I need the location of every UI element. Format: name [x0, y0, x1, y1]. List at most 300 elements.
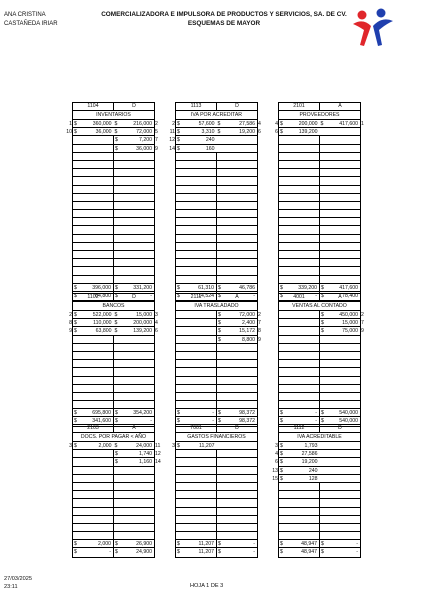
debit-cell [279, 259, 320, 266]
currency-sign: $ [177, 284, 180, 291]
currency-sign: $ [177, 121, 180, 127]
account-name: BANCOS [72, 301, 155, 311]
currency-sign: $ [115, 459, 118, 466]
debit-cell [279, 352, 320, 359]
entry-ref: 6 [155, 328, 158, 335]
credit-cell [114, 450, 154, 457]
currency-sign: $ [74, 443, 77, 449]
entry-row [279, 336, 360, 344]
account-name: IVA ACREDITABLE [278, 432, 361, 442]
credit-cell [114, 161, 154, 168]
credit-cell [217, 458, 257, 465]
currency-sign: $ [217, 121, 221, 127]
debit-cell [279, 311, 320, 318]
entry-row [279, 136, 360, 144]
debit-cell [176, 491, 217, 498]
debit-cell [279, 169, 320, 176]
credit-cell [320, 467, 361, 474]
entry-row [69, 327, 158, 335]
credit-cell [114, 548, 154, 556]
totals-row [73, 540, 154, 548]
credit-cell [217, 210, 257, 217]
credit-cell [114, 235, 154, 242]
entry-ref: 12 [155, 451, 161, 458]
credit-cell [114, 499, 154, 506]
currency-sign: $ [218, 336, 221, 343]
entry-row [73, 475, 154, 483]
debit-cell [73, 284, 114, 291]
debit-amount: - [212, 410, 214, 417]
entry-row [275, 442, 360, 450]
credit-cell [320, 120, 361, 127]
credit-cell [217, 235, 257, 242]
credit-cell [217, 467, 257, 474]
account-1112 [272, 424, 361, 558]
print-time: 23:11 [4, 584, 18, 590]
credit-cell [320, 450, 361, 457]
debit-cell [279, 319, 320, 326]
debit-cell [73, 467, 114, 474]
account-code: 1113 [176, 103, 217, 110]
author-name [4, 11, 58, 29]
credit-cell [114, 267, 154, 274]
totals-row [279, 540, 360, 548]
credit-cell [217, 344, 257, 351]
credit-cell [114, 194, 154, 201]
entry-row [73, 401, 154, 409]
account-code: 4001 [279, 294, 320, 301]
credit-cell [217, 491, 257, 498]
account-nature: A [338, 294, 342, 300]
credit-cell [114, 516, 154, 523]
debit-cell [279, 145, 320, 152]
entry-row [279, 210, 360, 218]
debit-cell [73, 251, 114, 258]
debit-cell [73, 128, 114, 135]
credit-cell [114, 532, 154, 539]
entry-row [279, 483, 360, 491]
debit-cell [73, 475, 114, 482]
credit-cell [320, 226, 360, 233]
entry-ref: 7 [258, 320, 261, 327]
currency-sign: $ [280, 292, 283, 299]
entry-ref: 6 [275, 129, 278, 136]
entry-ref: 6 [275, 459, 278, 466]
credit-cell [320, 483, 360, 490]
entry-row [279, 360, 360, 368]
debit-cell [176, 467, 217, 474]
credit-cell [114, 467, 154, 474]
credit-cell [114, 177, 154, 184]
credit-cell [114, 409, 154, 416]
credit-amount: 540,000 [339, 418, 358, 425]
entry-row [279, 385, 360, 393]
credit-cell [217, 177, 257, 184]
credit-cell [217, 251, 257, 258]
debit-amount: 240 [308, 467, 318, 474]
debit-cell [279, 161, 320, 168]
totals-row [279, 409, 360, 417]
credit-cell [320, 319, 360, 326]
currency-sign: $ [320, 121, 324, 127]
credit-cell [320, 153, 360, 160]
entry-row [73, 218, 154, 226]
credit-cell [114, 508, 154, 515]
debit-cell [279, 235, 320, 242]
debit-cell [279, 276, 320, 283]
entry-ref: 4 [155, 320, 158, 327]
entry-row [69, 311, 158, 319]
credit-amount: 19,200 [239, 129, 255, 136]
credit-cell [114, 226, 154, 233]
credit-cell [320, 344, 360, 351]
entry-row [73, 169, 154, 177]
currency-sign: $ [321, 328, 324, 335]
entry-row [272, 467, 360, 475]
entry-ref: 3 [172, 443, 175, 449]
debit-cell [73, 161, 114, 168]
credit-cell [114, 210, 154, 217]
debit-cell [73, 442, 114, 449]
credit-amount: 354,200 [133, 410, 152, 417]
debit-cell [176, 136, 217, 143]
credit-cell [320, 336, 360, 343]
entry-row [73, 194, 154, 202]
debit-cell [176, 442, 217, 449]
debit-amount: 396,000 [92, 284, 111, 291]
debit-cell [176, 344, 217, 351]
account-header [175, 424, 258, 432]
entry-row [279, 153, 360, 161]
entry-ref: 2 [258, 312, 261, 318]
debit-cell [176, 284, 217, 291]
entry-row [279, 508, 360, 516]
entry-row [275, 458, 360, 466]
debit-amount: 63,800 [95, 328, 112, 335]
entry-ref: 2 [172, 121, 175, 127]
account-name: IVA TRASLADADO [175, 301, 258, 311]
account-totals [278, 540, 361, 557]
entry-row [73, 136, 158, 144]
account-nature: D [132, 103, 136, 109]
entry-row [176, 161, 257, 169]
account-totals [72, 540, 155, 557]
entry-row [73, 385, 154, 393]
entry-row [176, 508, 257, 516]
credit-cell [217, 524, 257, 531]
credit-cell [217, 145, 258, 152]
credit-cell [320, 177, 360, 184]
balance-row [73, 548, 154, 556]
entry-row [176, 344, 257, 352]
credit-amount: 417,600 [339, 121, 358, 127]
credit-cell [320, 136, 360, 143]
debit-cell [176, 259, 217, 266]
account-code: 2101 [279, 103, 320, 110]
debit-cell [279, 532, 320, 539]
debit-cell [73, 450, 114, 457]
debit-cell [279, 401, 320, 408]
credit-cell [217, 508, 257, 515]
debit-cell [73, 401, 114, 408]
debit-cell [73, 499, 114, 506]
currency-sign: $ [177, 145, 180, 152]
entry-row [176, 327, 261, 335]
debit-cell [176, 450, 217, 457]
entry-row [176, 516, 257, 524]
entry-ref: 6 [258, 129, 261, 136]
credit-cell [320, 145, 360, 152]
currency-sign: $ [74, 418, 77, 425]
print-timestamp [4, 575, 32, 591]
debit-cell [176, 210, 217, 217]
entry-ref: 9 [155, 145, 158, 152]
debit-cell [73, 319, 114, 326]
credit-cell [320, 524, 360, 531]
debit-amount: 139,200 [298, 129, 318, 136]
debit-cell [176, 177, 217, 184]
credit-amount: 450,000 [339, 312, 358, 318]
credit-cell [217, 259, 257, 266]
credit-cell [114, 319, 155, 326]
credit-cell [320, 393, 360, 400]
debit-cell [73, 186, 114, 193]
debit-cell [279, 483, 320, 490]
debit-cell [279, 243, 320, 250]
credit-cell [320, 475, 361, 482]
debit-cell [73, 243, 114, 250]
debit-cell [176, 327, 217, 334]
credit-cell [114, 393, 154, 400]
debit-amount: 36,000 [95, 129, 112, 136]
debit-cell [279, 409, 320, 416]
credit-cell [114, 377, 154, 384]
credit-cell [320, 267, 360, 274]
debit-cell [279, 284, 320, 291]
currency-sign: $ [218, 418, 221, 425]
debit-cell [176, 235, 217, 242]
balance-row [176, 548, 257, 556]
credit-amount: - [356, 541, 358, 548]
credit-cell [217, 319, 257, 326]
credit-cell [217, 169, 257, 176]
credit-cell [217, 368, 257, 375]
entry-ref: 3 [155, 312, 158, 318]
credit-cell [114, 284, 154, 291]
entry-row [176, 475, 257, 483]
entry-row [176, 450, 257, 458]
account-code: 1112 [279, 425, 320, 432]
account-entries [169, 120, 261, 284]
currency-sign: $ [280, 443, 283, 449]
currency-sign: $ [280, 284, 283, 291]
entry-row [279, 267, 360, 275]
account-2103 [69, 424, 161, 558]
debit-amount: 360,000 [92, 121, 112, 127]
account-code: 2111 [176, 294, 217, 301]
debit-cell [279, 368, 320, 375]
debit-amount: 128 [308, 475, 318, 482]
credit-amount: 540,000 [339, 410, 358, 417]
entry-ref: 1 [361, 121, 364, 127]
company-name: COMERCIALIZADORA E IMPULSORA DE PRODUCTOS Y SERVICIOS, SA. DE CV. [101, 11, 347, 18]
debit-cell [176, 532, 217, 539]
credit-amount: 46,786 [239, 284, 255, 291]
entry-row [176, 243, 257, 251]
account-header [175, 293, 258, 301]
entry-row [172, 442, 257, 450]
credit-amount: 200,000 [133, 320, 152, 327]
debit-cell [73, 491, 114, 498]
credit-cell [217, 120, 258, 127]
debit-cell [73, 153, 114, 160]
credit-cell [217, 243, 257, 250]
currency-sign: $ [74, 320, 77, 327]
entry-row [279, 251, 360, 259]
entry-ref: 9 [361, 328, 364, 335]
credit-cell [114, 336, 154, 343]
credit-cell [114, 475, 154, 482]
entry-row [176, 259, 257, 267]
credit-cell [320, 243, 360, 250]
debit-cell [176, 186, 217, 193]
totals-row [279, 284, 360, 292]
entry-row [73, 259, 154, 267]
currency-sign: $ [321, 541, 324, 548]
entry-row [272, 475, 360, 483]
entry-row [176, 319, 261, 327]
entry-ref: 15 [272, 475, 278, 482]
entry-row [176, 202, 257, 210]
entry-row [73, 368, 154, 376]
currency-sign: $ [74, 410, 77, 417]
debit-cell [73, 352, 114, 359]
credit-cell [320, 210, 360, 217]
credit-cell [114, 401, 154, 408]
credit-cell [114, 218, 154, 225]
debit-cell [73, 483, 114, 490]
debit-amount: 19,200 [301, 459, 318, 466]
entry-ref: 7 [155, 137, 158, 144]
debit-cell [73, 202, 114, 209]
account-entries [275, 120, 364, 284]
credit-cell [217, 475, 257, 482]
entry-row [169, 136, 257, 144]
entry-row [176, 483, 257, 491]
document-subtitle: ESQUEMAS DE MAYOR [187, 19, 261, 27]
debit-cell [176, 218, 217, 225]
entry-row [176, 235, 257, 243]
credit-cell [114, 311, 155, 318]
account-4001 [278, 293, 364, 427]
debit-cell [176, 368, 217, 375]
credit-amount: 26,900 [136, 541, 152, 548]
credit-cell [320, 540, 360, 547]
currency-sign: $ [321, 320, 324, 327]
entry-ref: 3 [69, 443, 72, 449]
credit-cell [114, 169, 154, 176]
credit-cell [217, 548, 257, 556]
entry-row [279, 491, 360, 499]
credit-cell [217, 377, 257, 384]
entry-row [73, 377, 154, 385]
credit-cell [320, 499, 360, 506]
currency-sign: $ [280, 467, 283, 474]
debit-cell [176, 352, 217, 359]
currency-sign: $ [74, 312, 77, 318]
debit-cell [176, 393, 217, 400]
debit-cell [73, 508, 114, 515]
entry-row [279, 218, 360, 226]
entry-row [73, 276, 154, 284]
credit-cell [320, 491, 360, 498]
entry-ref: 9 [258, 336, 261, 343]
debit-cell [279, 442, 320, 449]
entry-row [176, 169, 257, 177]
entry-row [73, 145, 158, 153]
entry-row [73, 467, 154, 475]
account-code: 2103 [73, 425, 114, 432]
currency-sign: $ [114, 121, 118, 127]
debit-amount: 11,207 [199, 443, 215, 449]
debit-cell [279, 385, 320, 392]
debit-cell [73, 409, 114, 416]
credit-cell [114, 251, 154, 258]
currency-sign: $ [74, 328, 77, 335]
debit-cell [279, 450, 320, 457]
entry-row [73, 344, 154, 352]
credit-cell [114, 145, 154, 152]
debit-amount: 695,800 [92, 410, 111, 417]
entry-row [176, 194, 257, 202]
debit-cell [73, 210, 114, 217]
people-logo-icon [351, 8, 395, 48]
totals-row [176, 409, 257, 417]
account-header [278, 102, 361, 110]
entry-row [176, 393, 257, 401]
account-code: 7001 [176, 425, 217, 432]
credit-cell [320, 284, 360, 291]
entry-row [73, 499, 154, 507]
entry-row [176, 153, 257, 161]
debit-cell [73, 136, 114, 143]
entry-row [279, 186, 360, 194]
entry-row [279, 177, 360, 185]
debit-amount: 11,207 [198, 541, 214, 548]
currency-sign: $ [115, 292, 118, 299]
entry-row [73, 532, 154, 540]
credit-amount: 1,160 [139, 459, 152, 466]
credit-cell [320, 311, 360, 318]
credit-cell [217, 401, 257, 408]
entry-row [279, 368, 360, 376]
account-nature: D [235, 425, 239, 431]
account-name: PROVEEDORES [278, 110, 361, 120]
entry-row [279, 516, 360, 524]
account-name: GASTOS FINANCIEROS [175, 432, 258, 442]
entry-row [73, 202, 154, 210]
account-entries [272, 442, 361, 540]
account-entries [69, 311, 158, 409]
debit-cell [73, 458, 114, 465]
currency-sign: $ [177, 410, 180, 417]
credit-cell [320, 458, 361, 465]
currency-sign: $ [177, 137, 180, 144]
currency-sign: $ [115, 410, 118, 417]
debit-cell [279, 393, 320, 400]
entry-row [176, 532, 257, 540]
debit-amount: - [212, 418, 214, 425]
